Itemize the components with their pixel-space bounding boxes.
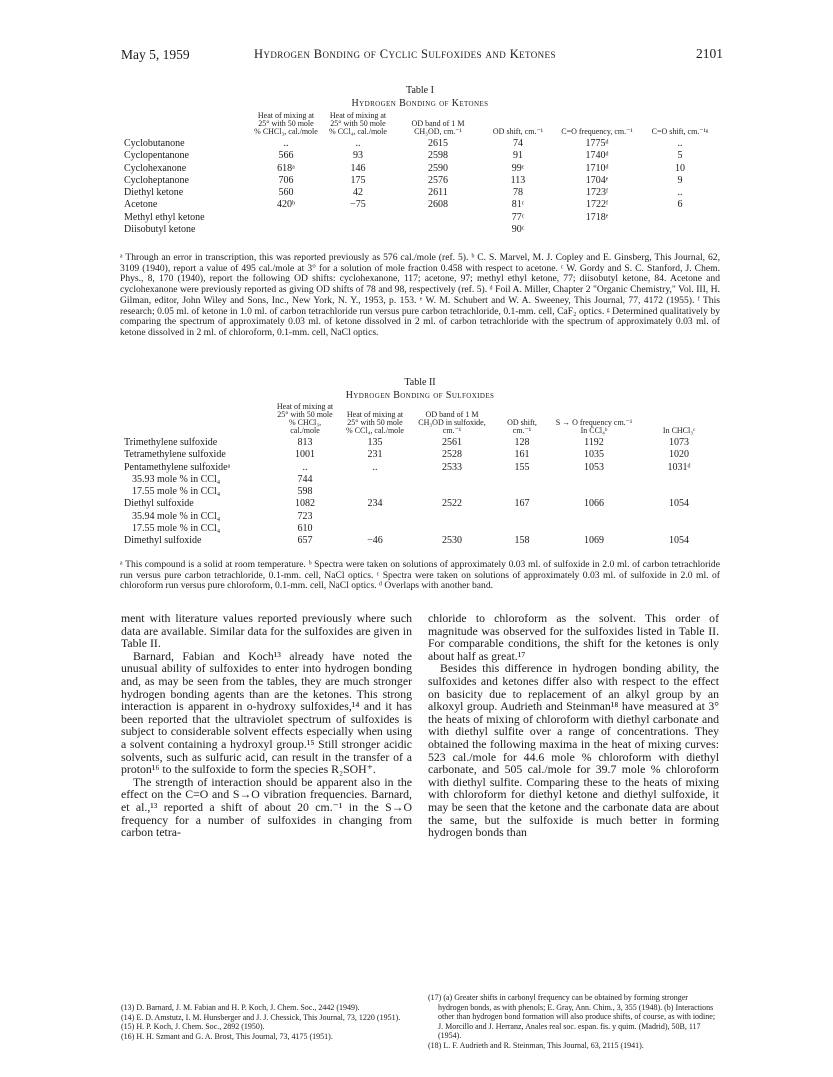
table-cell [638,486,720,498]
table-row [120,511,720,523]
table-cell: 2561 [442,437,462,448]
table-cell: 1722ᶠ [585,199,609,211]
table-row [120,449,720,461]
table-cell [410,511,494,523]
table-cell: 77ᶜ [511,211,525,223]
table2-column-header [120,403,270,437]
table-cell: 1718ᵉ [585,211,609,223]
table-cell: .. [355,138,361,149]
table-cell: 1020 [669,449,689,461]
table-cell: 1704ᵉ [585,174,609,186]
table-row [120,437,720,449]
table-cell: 1740ᵈ [585,150,609,162]
table1-column-header: C=O frequency, cm.⁻¹ [561,127,633,136]
table-cell: .. [283,138,289,149]
reference-item: (16) H. H. Szmant and G. A. Brost, This Journal, 73, 4175 (1951). [121,1031,333,1041]
table-row [120,535,720,547]
table2-column-header: In CHCl₃ᶜ [662,426,696,435]
reference-item: (17) (a) Greater shifts in carbonyl frequency can be obtained by forming stronger hydrogen bonds, as with phenols; E. Gray, Ann. Chim., 3, 355 (1948). (b) Interactions other than hydrogen bond formation will also produce shifts, of course, as with iodine; J. Morcillo and J. Herranz, Anales real soc. espan. fis. y quim. (Madrid), 50B, 117 (1954). [428,993,716,1041]
table2-column-header: S → O frequency cm.⁻¹ In CCl₄ᵇ [555,418,633,435]
table-cell: 78 [513,187,523,199]
table-row [120,199,720,211]
table-cell: 234 [367,498,383,510]
table-cell: −46 [367,535,383,547]
row-label: Cyclopentanone [124,150,189,162]
row-label: Methyl ethyl ketone [124,211,205,223]
table2-column-header: OD band of 1 M CH₃OD in sulfoxide, cm.⁻¹ [418,410,486,435]
table-cell: .. [372,461,378,473]
table1-label: Table I [406,85,434,96]
table-cell: 91 [513,150,523,162]
table-cell: 1710ᵈ [585,162,609,174]
table-cell [250,224,322,236]
row-label: Pentamethylene sulfoxideᵃ [124,461,231,473]
table-row [120,175,720,187]
body-paragraph: Barnard, Fabian and Koch¹³ already have noted the unusual ability of sulfoxides to enter into hydrogen bonding and, as may be seen from the tables, they are much stronger hydrogen bonding agents than are the ketones. This strong interaction is apparent in o-hydroxy sulfoxides,¹⁴ and it has been reported that the ultraviolet spectrum of sulfoxides is subject to considerable solvent effects especially when using a solvent containing a hydroxyl group.¹⁵ Still stronger acidic solvents, such as sulfuric acid, can result in the transfer of a proton¹⁶ to the sulfoxide to form the species R₂SOH⁺. [121,648,412,777]
table-cell: 2590 [428,162,448,174]
table-cell: 1723ᶠ [585,187,609,199]
table-cell: 598 [297,486,313,498]
table-cell: 99ᶜ [511,162,525,174]
body-paragraph: chloride to chloroform as the solvent. This order of magnitude was observed for the sulfoxides listed in Table II. For comparable conditions, the shift for the ketones is only about half as great.¹⁷ [428,611,719,663]
table-cell: 1082 [295,498,315,510]
table-cell: 161 [514,449,530,461]
reference-item: (15) H. P. Koch, J. Chem. Soc., 2892 (1950). [121,1022,265,1032]
table1-footnotes: ᵃ Through an error in transcription, this was reported previously as 576 cal./mole (ref. 5). ᵇ C. S. Marvel, M. J. Copley and E. Ginsberg, This Journal, 62, 3109 (1940), report a value of 495 cal./mole at 3° for a solution of mole fraction 0.458 with respect to acetone. ᶜ W. Gordy and S. C. Stanford, J. Chem. Phys., 8, 170 (1940), report the following OD shifts: cyclohexanone, 117; acetone, 97; methyl ethyl ketone, 77; diisobutyl ketone, 84. Acetone and cyclohexanone were previously reported as giving OD shifts of 78 and 98, respectively (ref. 5). ᵈ Foil A. Miller, Chapter 2 "Organic Chemistry," Vol. III, H. Gilman, editor, John Wiley and Sons, Inc., New York, N. Y., 1953, p. 153. ᵉ W. M. Schubert and W. A. Sweeney, This Journal, 77, 4172 (1955). ᶠ This research; 0.05 ml. of ketone in 1.0 ml. of carbon tetrachloride run versus pure carbon tetrachloride, 0.1-mm. cell, CaF₂ optics. ᵍ Determined qualitatively by comparing the spectrum of approximately 0.03 ml. of ketone dissolved in 2 ml. of carbon tetrachloride with the spectrum of approximately 0.03 ml. of ketone dissolved in 2 ml. of chloroform, 0.1-mm. cell, NaCl optics. [120,252,720,338]
table-cell [550,474,638,486]
table-cell: .. [302,461,308,473]
table-row [120,523,720,535]
table-cell [640,212,720,224]
table-cell: 1069 [584,535,604,547]
row-label: 35.94 mole % in CCl₄ [132,510,221,522]
table-cell: 2522 [442,498,462,510]
table-cell [554,224,640,236]
table-cell [322,224,394,236]
table-cell: 566 [278,150,294,162]
table-cell [394,212,482,224]
table-cell: 6 [677,199,683,211]
row-label: Diisobutyl ketone [124,224,196,236]
table2-footnotes: ᵃ This compound is a solid at room temperature. ᵇ Spectra were taken on solutions of approximately 0.03 ml. of sulfoxide in 2.0 ml. of carbon tetrachloride run versus pure carbon tetrachloride, 0.1-mm. cell, NaCl optics. ᶜ Spectra were taken on solutions of approximately 0.03 ml. of sulfoxide in 2.0 ml. of chloroform run versus pure chloroform, 0.1-mm. cell, NaCl optics. ᵈ Overlaps with another band. [120,559,720,592]
references-left [121,1003,412,1041]
table-cell: 2611 [428,187,448,199]
table-cell [550,486,638,498]
table-cell: 813 [297,437,313,448]
table-cell: 2528 [442,449,462,461]
table-cell [410,523,494,535]
table1-column-header: C=O shift, cm.⁻¹ᵍ [651,127,709,136]
table-cell: 657 [297,535,313,547]
table-cell: 90ᶜ [511,224,525,236]
body-paragraph: ment with literature values reported previously where such data are available. Similar data for the sulfoxides are given in Table II. [121,611,412,651]
table2-column-header: OD shift, cm.⁻¹ [507,418,537,435]
row-label: Diethyl sulfoxide [124,498,194,510]
table-cell: 1066 [584,498,604,510]
table-row [120,224,720,236]
table1-column-header: OD shift, cm.⁻¹ [492,127,544,136]
table1-column-header [120,112,250,138]
table-cell: 175 [350,174,366,186]
table-cell [340,486,410,498]
table-cell: 231 [367,449,383,461]
table-cell: 2576 [428,174,448,186]
table-cell: 1031ᵈ [667,461,691,473]
table-cell [340,511,410,523]
table-row [120,150,720,162]
table2-column-header: Heat of mixing at 25° with 50 mole % CCl₄, cal./mole [346,410,404,435]
table-cell [638,511,720,523]
table-cell: 2615 [428,138,448,149]
table2 [120,403,720,548]
table-cell: 744 [297,473,313,485]
table-cell: 155 [514,461,530,473]
table1-title: Hydrogen Bonding of Ketones [351,98,489,109]
table-row [120,498,720,510]
table-cell [550,523,638,535]
table-cell: 146 [350,162,366,174]
body-right-column [428,612,719,839]
row-label: Acetone [124,199,158,211]
table-cell [340,474,410,486]
body-paragraph: The strength of interaction should be apparent also in the effect on the C=O and S→O vibration frequencies. Barnard, et al.,¹³ reported a shift of about 20 cm.⁻¹ in the S→O frequency for a number of sulfoxides in changing from carbon tetra- [121,774,412,840]
references-right [428,993,719,1051]
table-cell: 560 [278,187,294,199]
table-cell: 167 [514,498,530,510]
table-cell: 42 [353,187,363,199]
table-cell: 5 [677,150,683,162]
table-row [120,486,720,498]
table1-column-header: OD band of 1 M CH₃OD, cm.⁻¹ [411,119,465,136]
body-paragraph: Besides this difference in hydrogen bonding ability, the sulfoxides and ketones differ also with respect to the effect on basicity due to replacement of an alkyl group by an alkoxyl group. Audrieth and Steinman¹⁸ have measured at 3° the heats of mixing of chloroform with diethyl carbonate and with diethyl sulfite over a range of concentrations. They obtained the following maxima in the heat of mixing curves: 523 cal./mole for 44.6 mole % chloroform with diethyl carbonate, and 505 cal./mole for 39.7 mole % chloroform with diethyl sulfite. Comparing these to the heats of mixing with chloroform for diethyl ketone and diethyl sulfoxide, it may be seen that the ketone and the carbonate data are about the same, but the sulfoxide is much better in forming hydrogen bonds than [428,661,719,840]
table-cell: 74 [513,138,523,149]
row-label: Cyclohexanone [124,162,187,174]
table-cell: 113 [510,174,526,186]
table-cell: 1001 [295,449,315,461]
row-label: 35.93 mole % in CCl₄ [132,473,221,485]
table-cell: 1035 [584,449,604,461]
table-cell [394,224,482,236]
table-cell: 420ᵇ [276,199,296,211]
row-label: 17.55 mole % in CCl₄ [132,523,221,535]
body-left-column [121,612,412,839]
row-label: Trimethylene sulfoxide [124,437,218,448]
table-row [120,474,720,486]
table2-title: Hydrogen Bonding of Sulfoxides [345,390,495,401]
header-date: May 5, 1959 [121,47,190,62]
table-cell: 1054 [669,498,689,510]
reference-item: (13) D. Barnard, J. M. Fabian and H. P. Koch, J. Chem. Soc., 2442 (1949). [121,1003,360,1012]
table-cell [322,212,394,224]
reference-item: (18) L. F. Audrieth and R. Steinman, This Journal, 63, 2115 (1941). [428,1040,644,1050]
row-label: Tetramethylene sulfoxide [124,449,226,461]
row-label: Cyclobutanone [124,138,185,149]
table-cell [494,511,550,523]
table-cell: .. [677,138,683,149]
table-cell [410,474,494,486]
table-cell: 610 [297,523,313,535]
table-row [120,187,720,199]
table-cell: 1775ᵈ [585,138,609,149]
table-cell: 10 [675,162,685,174]
table-cell [550,511,638,523]
row-label: Diethyl ketone [124,187,184,199]
table-cell: 1054 [669,535,689,547]
table-cell [494,486,550,498]
table-cell: 128 [514,437,530,448]
table-cell: 135 [367,437,383,448]
table-cell [638,474,720,486]
page-number: 2101 [696,46,723,61]
table-row [120,138,720,150]
table-cell [640,224,720,236]
row-label: Cycloheptanone [124,174,189,186]
table-cell: 2533 [442,461,462,473]
table-cell: 618ᵃ [277,162,295,174]
running-title: Hydrogen Bonding of Cyclic Sulfoxides and Ketones [254,47,556,61]
table-cell [494,523,550,535]
table-cell: 9 [677,174,683,186]
table1-column-header: Heat of mixing at 25° with 50 mole % CCl₄, cal./mole [329,111,387,136]
table-cell: .. [677,187,683,199]
table-cell: 723 [297,510,313,522]
reference-item: (14) E. D. Amstutz, I. M. Hunsberger and J. J. Chessick, This Journal, 73, 1220 (1951). [121,1012,401,1022]
table-cell: 1192 [584,437,604,448]
row-label: 17.55 mole % in CCl₄ [132,486,221,498]
table-cell: −75 [350,199,366,211]
table-cell: 81ᶜ [511,199,525,211]
table2-label: Table II [404,377,436,388]
table-cell: 706 [278,174,294,186]
table-cell: 158 [514,535,530,547]
table-row [120,462,720,474]
table-cell: 93 [353,150,363,162]
table1-column-header: Heat of mixing at 25° with 50 mole % CHCl₃, cal./mole [254,111,318,136]
table-cell [340,523,410,535]
table-cell [410,486,494,498]
table-row [120,212,720,224]
table-cell: 2530 [442,535,462,547]
table-cell: 2608 [428,199,448,211]
table2-column-header: Heat of mixing at 25° with 50 mole % CHCl₃, cal./mole [276,402,334,435]
table1 [120,112,720,236]
table-cell: 1073 [669,437,689,448]
row-label: Dimethyl sulfoxide [124,535,202,547]
table-cell [638,523,720,535]
table-cell: 1053 [584,461,604,473]
table-cell [250,212,322,224]
table-cell: 2598 [428,150,448,162]
table-row [120,163,720,175]
table-cell [494,474,550,486]
